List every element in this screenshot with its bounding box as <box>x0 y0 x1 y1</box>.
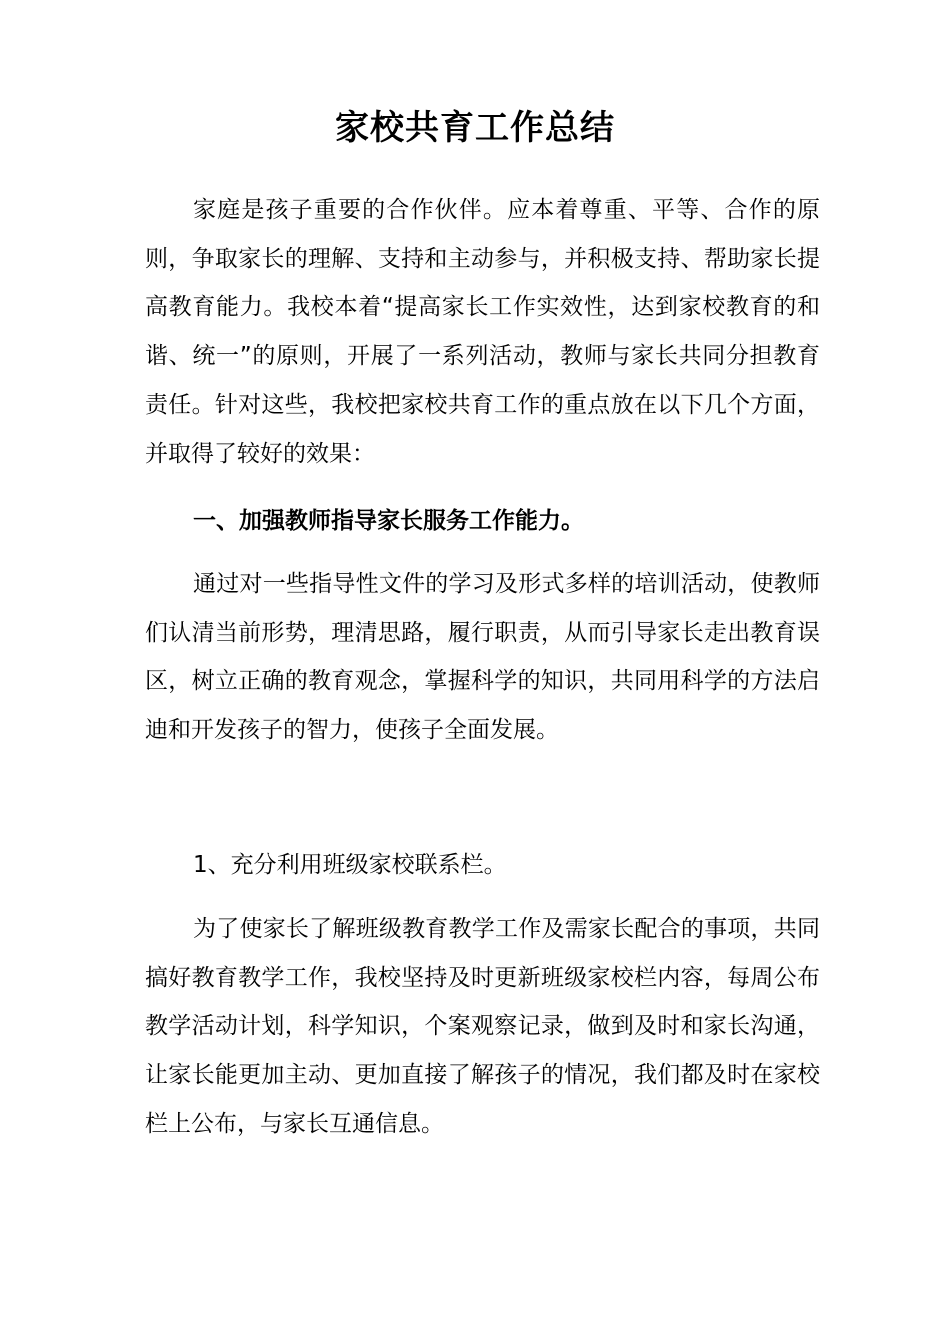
item-paragraph-1: 为了使家长了解班级教育教学工作及需家长配合的事项，共同搞好教育教学工作，我校坚持及时更新班级家校栏内容，每周公布教学活动计划，科学知识，个案观察记录，做到及时和家长沟通，让家长能更加主动、更加直接了解孩子的情况，我们都及时在家校栏上公布，与家长互通信息。 <box>145 916 820 1137</box>
section-heading-1: 一、加强教师指导家长服务工作能力。 <box>193 508 584 534</box>
document-title: 家校共育工作总结 <box>335 108 615 148</box>
section-paragraph-1: 通过对一些指导性文件的学习及形式多样的培训活动，使教师们认清当前形势，理清思路，履行职责，从而引导家长走出教育误区，树立正确的教育观念，掌握科学的知识，共同用科学的方法启迪和开发孩子的智力，使孩子全面发展。 <box>145 571 820 744</box>
intro-paragraph: 家庭是孩子重要的合作伙伴。应本着尊重、平等、合作的原则，争取家长的理解、支持和主动参与，并积极支持、帮助家长提高教育能力。我校本着“提高家长工作实效性，达到家校教育的和谐、统一”的原则，开展了一系列活动，教师与家长共同分担教育责任。针对这些，我校把家校共育工作的重点放在以下几个方面，并取得了较好的效果： <box>145 197 820 467</box>
item-heading-1: 1、充分利用班级家校联系栏。 <box>193 852 507 878</box>
